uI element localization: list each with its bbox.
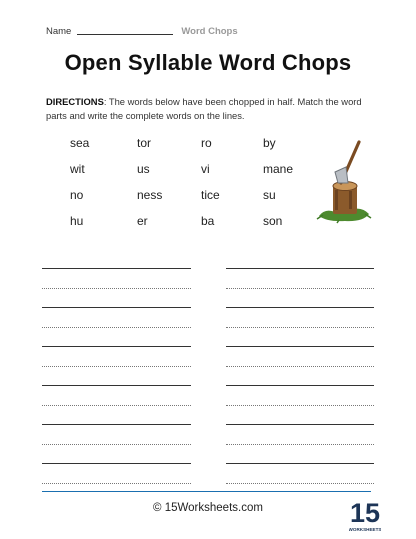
answer-guide — [42, 288, 191, 290]
answer-guide — [226, 327, 374, 329]
word-part: mane — [263, 162, 294, 176]
word-part: er — [137, 214, 148, 228]
answer-line[interactable] — [42, 346, 191, 348]
answer-line[interactable] — [42, 424, 191, 426]
word-part: su — [263, 188, 276, 202]
word-part: ro — [201, 136, 212, 150]
word-part: hu — [70, 214, 84, 228]
answer-line[interactable] — [42, 385, 191, 387]
logo-text: WORKSHEETS — [349, 527, 381, 532]
page-title: Open Syllable Word Chops — [64, 50, 352, 75]
logo-number: 15 — [349, 498, 381, 528]
word-row — [48, 214, 298, 240]
answer-guide — [226, 405, 374, 407]
answer-guide — [42, 444, 191, 446]
15worksheets-logo — [349, 495, 381, 535]
answer-line[interactable] — [42, 463, 191, 465]
word-part: vi — [201, 162, 210, 176]
answer-guide — [42, 327, 191, 329]
word-part: sea — [70, 136, 90, 150]
answer-line[interactable] — [226, 424, 374, 426]
word-part: ba — [201, 214, 215, 228]
word-row — [48, 162, 298, 188]
answer-line[interactable] — [226, 385, 374, 387]
word-row — [48, 136, 298, 162]
answer-line[interactable] — [42, 268, 191, 270]
axe-in-stump-icon — [315, 136, 373, 224]
footer-divider — [42, 491, 371, 492]
answer-line[interactable] — [42, 307, 191, 309]
word-part: no — [70, 188, 84, 202]
word-grid — [48, 136, 298, 240]
worksheet-brand: Word Chops — [181, 26, 238, 37]
answer-guide — [42, 366, 191, 368]
word-part: tice — [201, 188, 220, 202]
name-row — [46, 26, 238, 37]
name-label: Name — [46, 26, 72, 37]
word-part: ness — [137, 188, 163, 202]
answer-guide — [42, 405, 191, 407]
word-part: by — [263, 136, 276, 150]
footer-copyright: © 15Worksheets.com — [153, 502, 263, 514]
answer-line[interactable] — [226, 346, 374, 348]
answer-guide — [226, 366, 374, 368]
word-row — [48, 188, 298, 214]
word-part: son — [263, 214, 283, 228]
word-part: us — [137, 162, 150, 176]
directions-label: DIRECTIONS — [46, 96, 104, 107]
answer-guide — [42, 483, 191, 485]
directions — [46, 95, 376, 122]
answer-guide — [226, 444, 374, 446]
answer-line[interactable] — [226, 463, 374, 465]
answer-line[interactable] — [226, 307, 374, 309]
name-blank[interactable] — [77, 34, 173, 35]
answer-guide — [226, 288, 374, 290]
answer-guide — [226, 483, 374, 485]
word-part: tor — [137, 136, 152, 150]
word-part: wit — [70, 162, 85, 176]
directions-text: : The words below have been chopped in half. Match the word parts and write the complete words on the lines. — [46, 96, 362, 121]
answer-line[interactable] — [226, 268, 374, 270]
